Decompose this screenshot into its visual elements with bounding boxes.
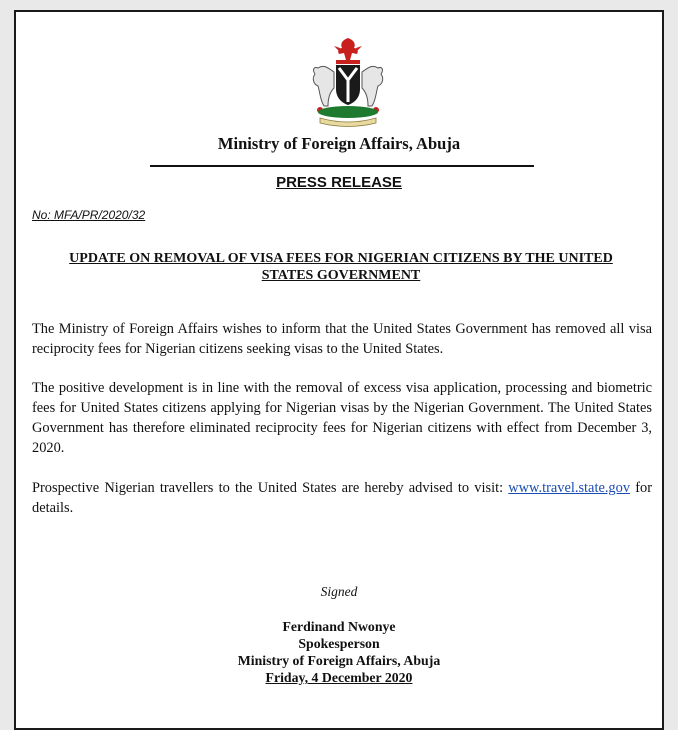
signatory-title: Spokesperson <box>298 636 380 651</box>
divider-line <box>150 165 534 167</box>
signatory-office: Ministry of Foreign Affairs, Abuja <box>237 653 441 668</box>
body-paragraph-1: The Ministry of Foreign Affairs wishes to inform that the United States Government has removed all visa reciprocity fees for Nigerian citizens seeking visas to the United States. <box>32 321 652 357</box>
nigeria-coat-of-arms-icon <box>306 34 390 128</box>
release-headline: UPDATE ON REMOVAL OF VISA FEES FOR NIGERIAN CITIZENS BY THE UNITED STATES GOVERNMENT <box>69 251 613 283</box>
release-date: Friday, 4 December 2020 <box>265 670 413 685</box>
reference-number: No: MFA/PR/2020/32 <box>32 208 146 222</box>
paragraph-3-tail: for details. <box>32 480 652 516</box>
paragraph-3-text: Prospective Nigerian travellers to the United States are hereby advised to visit: <box>32 480 509 496</box>
travel-state-link[interactable]: www.travel.state.gov <box>508 480 631 496</box>
ministry-heading: Ministry of Foreign Affairs, Abuja <box>217 134 461 153</box>
press-release-document <box>14 10 664 730</box>
press-release-title: PRESS RELEASE <box>276 174 402 191</box>
signatory-name: Ferdinand Nwonye <box>282 619 396 634</box>
body-paragraph-3 <box>32 478 652 518</box>
body-paragraph-2: The positive development is in line with the removal of excess visa application, processing and biometric fees for United States citizens applying for Nigerian visas by the Nigerian Government. The United States Government has therefore eliminated reciprocity fees for Nigerian citizens with effect from December 3, 2020. <box>32 380 652 456</box>
signed-label: Signed <box>320 584 358 599</box>
